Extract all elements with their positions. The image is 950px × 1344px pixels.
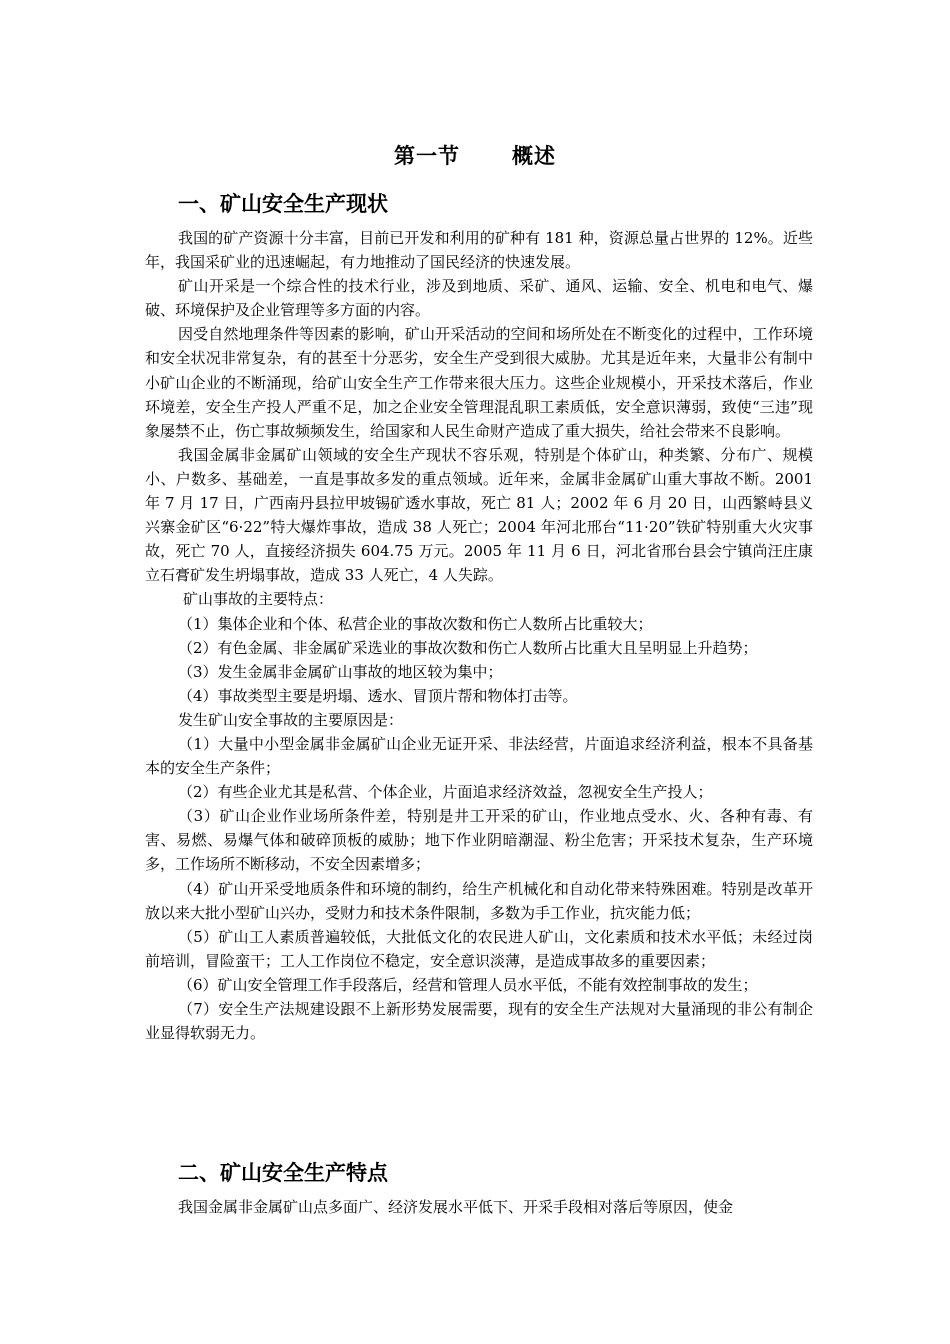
feature-item: （3）发生金属非金属矿山事故的地区较为集中； <box>178 662 503 681</box>
body-section-1 <box>145 226 813 1045</box>
feature-item: （2）有色金属、非金属矿采选业的事故次数和伤亡人数所占比重大且呈明显上升趋势； <box>178 638 758 657</box>
cause-item: （3）矿山企业作业场所条件差，特别是井工开采的矿山，作业地点受水、火、各种有毒、有害、易燃、易爆气体和破碎顶板的威胁；地下作业阴暗潮湿、粉尘危害；开采技术复杂，生产环境多，工作场所不断移动，不安全因素增多； <box>145 807 813 874</box>
paragraph: 因受自然地理条件等因素的影响，矿山开采活动的空间和场所处在不断变化的过程中，工作环境和安全状况非常复杂，有的甚至十分恶劣，安全生产受到很大威胁。尤其是近年来，大量非公有制中小矿山企业的不断涌现，给矿山安全生产工作带来很大压力。这些企业规模小，开采技术落后，作业环境差，安全生产投人严重不足，加之企业安全管理混乱职工素质低，安全意识薄弱，致使“三违”现象屡禁不止，伤亡事故频频发生，给国家和人民生命财产造成了重大损失，给社会带来不良影响。 <box>145 325 813 440</box>
cause-item: （4）矿山开采受地质条件和环境的制约，给生产机械化和自动化带来特殊困难。特别是改革开放以来大批小型矿山兴办，受财力和技术条件限制，多数为手工作业，抗灾能力低； <box>145 879 813 922</box>
features-intro: 矿山事故的主要特点： <box>183 590 334 609</box>
paragraph: 我国金属非金属矿山点多面广、经济发展水平低下、开采手段相对落后等原因，使金 <box>178 1198 734 1216</box>
cause-item: （6）矿山安全管理工作手段落后，经营和管理人员水平低，不能有效控制事故的发生； <box>178 975 758 994</box>
cause-item: （1）大量中小型金属非金属矿山企业无证开采、非法经营，片面追求经济利益，根本不具备基本的安全生产条件； <box>145 734 813 778</box>
section-title <box>0 140 950 170</box>
body-section-2 <box>145 1195 813 1219</box>
paragraph: 我国的矿产资源十分丰富，目前已开发和利用的矿种有 181 种，资源总量占世界的 12%。近些年，我国采矿业的迅速崛起，有力地推动了国民经济的快速发展。 <box>145 229 813 272</box>
cause-item: （7）安全生产法规建设跟不上新形势发展需要，现有的安全生产法规对大量涌现的非公有制企业显得软弱无力。 <box>145 1000 813 1043</box>
heading-safety-features: 二、矿山安全生产特点 <box>178 1161 388 1185</box>
section-number: 第一节 <box>394 144 460 168</box>
section-name: 概述 <box>512 144 556 168</box>
cause-item: （5）矿山工人素质普遍较低，大批低文化的农民进人矿山，文化素质和技术水平低；未经过岗前培训，冒险蛮干；工人工作岗位不稳定，安全意识淡薄，是造成事故多的重要因素； <box>145 927 813 970</box>
paragraph: 矿山开采是一个综合性的技术行业，涉及到地质、采矿、通风、运输、安全、机电和电气、爆破、环境保护及企业管理等多方面的内容。 <box>145 277 813 320</box>
feature-item: （4）事故类型主要是坍塌、透水、冒顶片帮和物体打击等。 <box>178 686 578 705</box>
causes-intro: 发生矿山安全事故的主要原因是： <box>178 710 404 729</box>
feature-item: （1）集体企业和个体、私营企业的事故次数和伤亡人数所占比重较大； <box>178 614 653 633</box>
paragraph: 我国金属非金属矿山领域的安全生产现状不容乐观，特别是个体矿山，种类繁、分布广、规模小、户数多、基础差，一直是事故多发的重点领域。近年来，金属非金属矿山重大事故不断。2001 年 7 月 17 日，广西南丹县拉甲坡锡矿透水事故，死亡 81 人；2002 年 6 月 20 日，山西繁峙县义兴寨金矿区“6·22”特大爆炸事故，造成 38 人死亡；2004 年河北邢台“11·20”铁矿特别重大火灾事故，死亡 70 人，直接经济损失 604.75 万元。2005 年 11 月 6 日，河北省邢台县会宁镇尚汪庄康立石膏矿发生坍塌事故，造成 33 人死亡，4 人失踪。 <box>145 445 813 585</box>
heading-safety-status: 一、矿山安全生产现状 <box>178 192 388 216</box>
cause-item: （2）有些企业尤其是私营、个体企业，片面追求经济效益，忽视安全生产投人； <box>178 783 713 802</box>
